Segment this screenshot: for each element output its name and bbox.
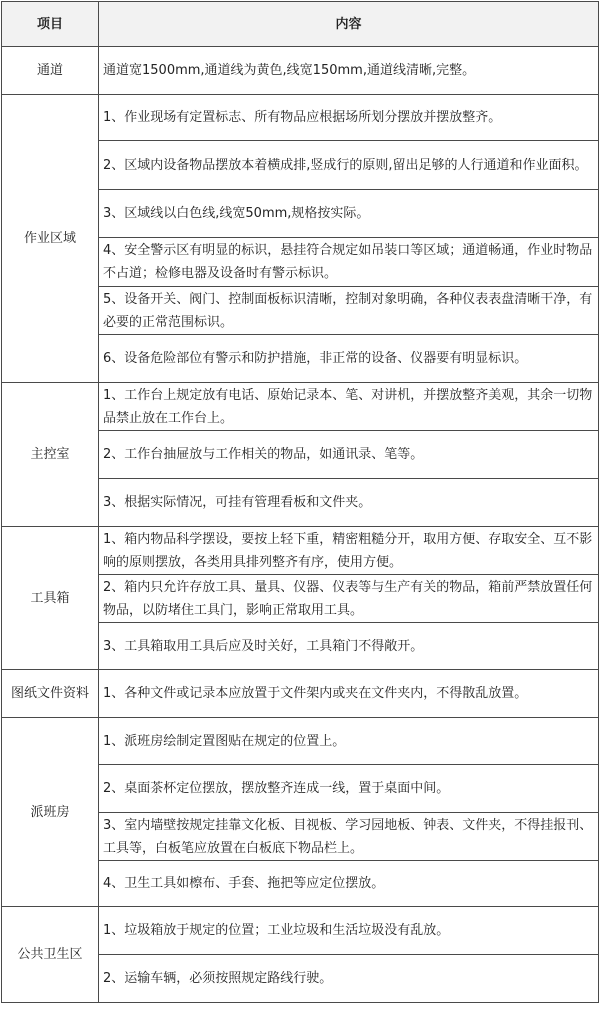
header-content: 内容 bbox=[99, 2, 599, 47]
table-row bbox=[2, 383, 599, 431]
content-cell: 2、区域内设备物品摆放本着横成排,竖成行的原则,留出足够的人行通道和作业面积。 bbox=[99, 141, 599, 190]
category-cell: 通道 bbox=[2, 47, 99, 95]
content-cell: 5、设备开关、阀门、控制面板标识清晰，控制对象明确，各种仪表表盘清晰干净，有必要的正常范围标识。 bbox=[99, 287, 599, 335]
table-row bbox=[2, 670, 599, 718]
category-cell: 公共卫生区 bbox=[2, 907, 99, 1003]
content-cell: 2、运输车辆，必须按照规定路线行驶。 bbox=[99, 955, 599, 1003]
content-cell: 2、桌面茶杯定位摆放，摆放整齐连成一线，置于桌面中间。 bbox=[99, 765, 599, 813]
content-cell: 1、作业现场有定置标志、所有物品应根据场所划分摆放并摆放整齐。 bbox=[99, 95, 599, 141]
standards-table bbox=[1, 1, 599, 1003]
table-row bbox=[2, 527, 599, 575]
header-item: 项目 bbox=[2, 2, 99, 47]
content-cell: 3、根据实际情况，可挂有管理看板和文件夹。 bbox=[99, 479, 599, 527]
content-cell: 6、设备危险部位有警示和防护措施，非正常的设备、仪器要有明显标识。 bbox=[99, 335, 599, 383]
category-cell: 图纸文件资料 bbox=[2, 670, 99, 718]
table-row bbox=[2, 907, 599, 955]
content-cell: 3、区域线以白色线,线宽50mm,规格按实际。 bbox=[99, 190, 599, 238]
content-cell: 4、卫生工具如檫布、手套、拖把等应定位摆放。 bbox=[99, 861, 599, 907]
table-row bbox=[2, 95, 599, 141]
content-cell: 1、垃圾箱放于规定的位置；工业垃圾和生活垃圾没有乱放。 bbox=[99, 907, 599, 955]
content-cell: 2、箱内只允许存放工具、量具、仪器、仪表等与生产有关的物品，箱前严禁放置任何物品，以防堵住工具门，影响正常取用工具。 bbox=[99, 575, 599, 623]
content-cell: 1、箱内物品科学摆设，要按上轻下重，精密粗糙分开，取用方便、存取安全、互不影响的原则摆放，各类用具排列整齐有序，使用方便。 bbox=[99, 527, 599, 575]
header-row bbox=[2, 2, 599, 47]
content-cell: 4、安全警示区有明显的标识，悬挂符合规定如吊装口等区域；通道畅通，作业时物品不占道；检修电器及设备时有警示标识。 bbox=[99, 238, 599, 287]
content-cell: 通道宽1500mm,通道线为黄色,线宽150mm,通道线清晰,完整。 bbox=[99, 47, 599, 95]
content-cell: 1、各种文件或记录本应放置于文件架内或夹在文件夹内，不得散乱放置。 bbox=[99, 670, 599, 718]
table-row bbox=[2, 47, 599, 95]
category-cell: 作业区域 bbox=[2, 95, 99, 383]
category-cell: 工具箱 bbox=[2, 527, 99, 670]
category-cell: 派班房 bbox=[2, 718, 99, 907]
content-cell: 3、室内墙壁按规定挂靠文化板、目视板、学习园地板、钟表、文件夹，不得挂报刊、工具等，白板笔应放置在白板底下物品栏上。 bbox=[99, 813, 599, 861]
content-cell: 1、派班房绘制定置图贴在规定的位置上。 bbox=[99, 718, 599, 765]
content-cell: 1、工作台上规定放有电话、原始记录本、笔、对讲机，并摆放整齐美观，其余一切物品禁止放在工作台上。 bbox=[99, 383, 599, 431]
content-cell: 2、工作台抽屉放与工作相关的物品，如通讯录、笔等。 bbox=[99, 431, 599, 479]
category-cell: 主控室 bbox=[2, 383, 99, 527]
table-body bbox=[2, 47, 599, 1003]
table-row bbox=[2, 718, 599, 765]
content-cell: 3、工具箱取用工具后应及时关好，工具箱门不得敞开。 bbox=[99, 623, 599, 670]
